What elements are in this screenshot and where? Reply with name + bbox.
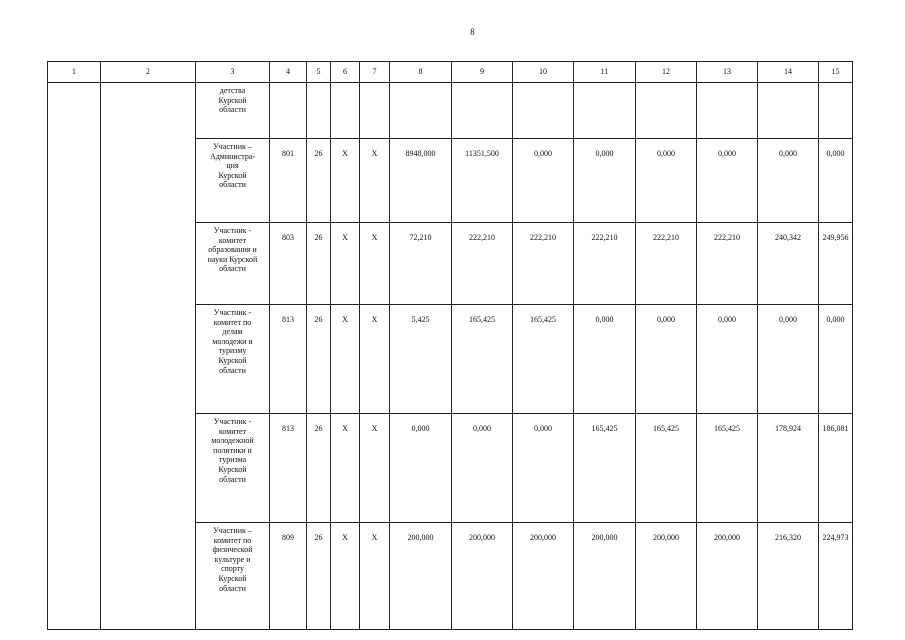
value-cell: 0,000 <box>819 305 853 414</box>
value-cell: 224,973 <box>819 523 853 630</box>
header-cell: 14 <box>758 62 819 83</box>
header-cell: 2 <box>101 62 196 83</box>
code-cell: Х <box>360 139 390 223</box>
code-cell: 26 <box>307 139 331 223</box>
value-cell <box>513 83 574 139</box>
header-cell: 6 <box>331 62 360 83</box>
participant-name: Участник - комитет образования и науки Курской области <box>196 223 270 305</box>
value-cell: 200,000 <box>574 523 636 630</box>
value-cell: 0,000 <box>513 414 574 523</box>
header-cell: 7 <box>360 62 390 83</box>
value-cell: 0,000 <box>574 139 636 223</box>
value-cell: 200,000 <box>390 523 452 630</box>
header-cell: 9 <box>452 62 513 83</box>
value-cell: 0,000 <box>452 414 513 523</box>
value-cell: 0,000 <box>697 305 758 414</box>
page-number: 8 <box>470 27 475 37</box>
code-cell: Х <box>331 414 360 523</box>
code-cell <box>307 83 331 139</box>
value-cell: 5,425 <box>390 305 452 414</box>
code-cell: Х <box>360 223 390 305</box>
code-cell: 26 <box>307 223 331 305</box>
value-cell: 200,000 <box>513 523 574 630</box>
participant-name: Участник - комитет по делам молодежи и туризму Курской области <box>196 305 270 414</box>
participant-name: Участник - комитет молодежной политики и туризма Курской области <box>196 414 270 523</box>
participant-name: Участник – Администра- ция Курской области <box>196 139 270 223</box>
code-cell: 801 <box>270 139 307 223</box>
value-cell: 200,000 <box>697 523 758 630</box>
code-cell: 809 <box>270 523 307 630</box>
code-cell: 803 <box>270 223 307 305</box>
code-cell: Х <box>331 139 360 223</box>
code-cell: Х <box>331 223 360 305</box>
value-cell <box>390 83 452 139</box>
header-cell: 11 <box>574 62 636 83</box>
header-cell: 5 <box>307 62 331 83</box>
header-cell: 12 <box>636 62 697 83</box>
value-cell: 200,000 <box>452 523 513 630</box>
code-cell: 26 <box>307 305 331 414</box>
header-cell: 13 <box>697 62 758 83</box>
participant-name: Участник – комитет по физической культуре и спорту Курской области <box>196 523 270 630</box>
code-cell: 813 <box>270 305 307 414</box>
value-cell <box>574 83 636 139</box>
value-cell: 186,081 <box>819 414 853 523</box>
code-cell <box>270 83 307 139</box>
col1-cell <box>48 83 101 630</box>
value-cell: 0,000 <box>390 414 452 523</box>
value-cell: 0,000 <box>758 139 819 223</box>
header-cell: 10 <box>513 62 574 83</box>
value-cell <box>697 83 758 139</box>
value-cell: 0,000 <box>819 139 853 223</box>
value-cell: 216,320 <box>758 523 819 630</box>
header-cell: 3 <box>196 62 270 83</box>
value-cell: 165,425 <box>452 305 513 414</box>
value-cell: 165,425 <box>574 414 636 523</box>
code-cell <box>360 83 390 139</box>
value-cell: 222,210 <box>697 223 758 305</box>
header-cell: 8 <box>390 62 452 83</box>
header-cell: 4 <box>270 62 307 83</box>
value-cell: 178,924 <box>758 414 819 523</box>
value-cell: 165,425 <box>697 414 758 523</box>
code-cell <box>331 83 360 139</box>
code-cell: Х <box>360 305 390 414</box>
value-cell: 0,000 <box>697 139 758 223</box>
value-cell: 0,000 <box>513 139 574 223</box>
participant-name: детства Курской области <box>196 83 270 139</box>
value-cell: 200,000 <box>636 523 697 630</box>
value-cell: 249,956 <box>819 223 853 305</box>
value-cell: 0,000 <box>636 139 697 223</box>
code-cell: Х <box>360 414 390 523</box>
header-cell: 15 <box>819 62 853 83</box>
value-cell: 0,000 <box>758 305 819 414</box>
code-cell: 26 <box>307 523 331 630</box>
budget-table <box>47 61 853 630</box>
value-cell <box>636 83 697 139</box>
value-cell <box>452 83 513 139</box>
value-cell: 8948,000 <box>390 139 452 223</box>
value-cell: 165,425 <box>636 414 697 523</box>
value-cell: 222,210 <box>574 223 636 305</box>
value-cell: 0,000 <box>636 305 697 414</box>
value-cell: 222,210 <box>636 223 697 305</box>
value-cell <box>758 83 819 139</box>
value-cell: 222,210 <box>513 223 574 305</box>
col2-cell <box>101 83 196 630</box>
value-cell: 11351,500 <box>452 139 513 223</box>
code-cell: 26 <box>307 414 331 523</box>
header-cell: 1 <box>48 62 101 83</box>
value-cell: 0,000 <box>574 305 636 414</box>
header-row <box>48 62 853 83</box>
code-cell: 813 <box>270 414 307 523</box>
table-row <box>48 83 853 139</box>
code-cell: Х <box>360 523 390 630</box>
code-cell: Х <box>331 523 360 630</box>
value-cell: 240,342 <box>758 223 819 305</box>
value-cell <box>819 83 853 139</box>
value-cell: 72,210 <box>390 223 452 305</box>
code-cell: Х <box>331 305 360 414</box>
value-cell: 165,425 <box>513 305 574 414</box>
value-cell: 222,210 <box>452 223 513 305</box>
